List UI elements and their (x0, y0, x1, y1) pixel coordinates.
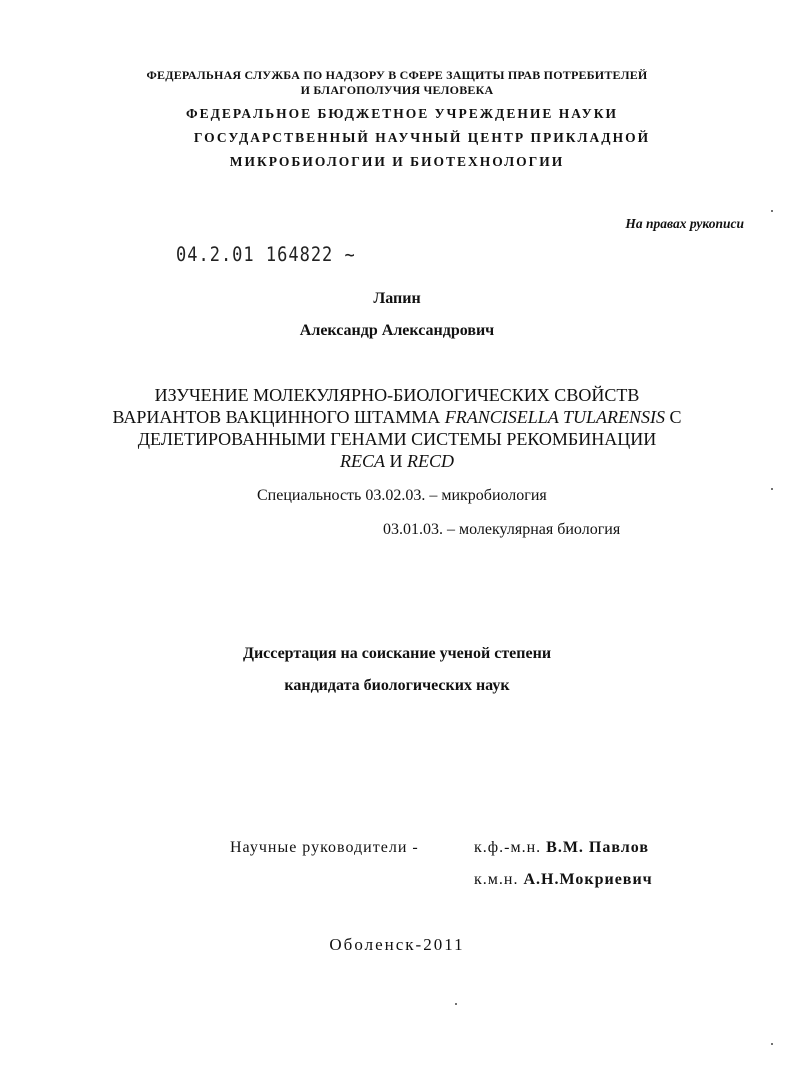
specialty-line-1: Специальность 03.02.03. – микробиология (257, 487, 547, 504)
title-line-4 (0, 450, 794, 472)
degree-line-2: кандидата биологических наук (284, 677, 510, 694)
gene-reca: RECA (340, 451, 385, 471)
scan-speck (771, 1043, 773, 1045)
ministry-line-1: ФЕДЕРАЛЬНАЯ СЛУЖБА ПО НАДЗОРУ В СФЕРЕ ЗАЩИТЫ ПРАВ ПОТРЕБИТЕЛЕЙ (146, 68, 648, 82)
supervisor-2-degree: к.м.н. (474, 871, 519, 888)
thesis-title (0, 384, 794, 472)
supervisor-1 (474, 839, 649, 857)
city-year: Оболенск-2011 (329, 935, 465, 954)
title-conjunction: И (385, 451, 407, 471)
ministry-header (0, 68, 794, 98)
title-line-2-end: С (664, 407, 682, 427)
title-line-2 (0, 406, 794, 428)
institution-header (0, 102, 794, 174)
author-surname: Лапин (373, 290, 421, 307)
supervisor-2-name: А.Н.Мокриевич (523, 871, 653, 888)
supervisor-1-name: В.М. Павлов (546, 839, 650, 856)
supervisor-1-degree: к.ф.-м.н. (474, 839, 542, 856)
organism-name: FRANCISELLA TULARENSIS (444, 407, 665, 427)
institution-line-3: МИКРОБИОЛОГИИ И БИОТЕХНОЛОГИИ (229, 154, 565, 169)
manuscript-note: На правах рукописи (625, 216, 744, 231)
gene-recd: RECD (407, 451, 454, 471)
scan-speck (771, 210, 773, 212)
title-line-2-text: ВАРИАНТОВ ВАКЦИННОГО ШТАММА (112, 407, 445, 427)
degree-statement (0, 638, 794, 702)
scan-speck (771, 488, 773, 490)
author-name: Александр Александрович (299, 322, 495, 339)
specialty-line-2: 03.01.03. – молекулярная биология (383, 521, 621, 538)
institution-line-2: ГОСУДАРСТВЕННЫЙ НАУЧНЫЙ ЦЕНТР ПРИКЛАДНОЙ (193, 130, 651, 145)
institution-line-1: ФЕДЕРАЛЬНОЕ БЮДЖЕТНОЕ УЧРЕЖДЕНИЕ НАУКИ (185, 106, 618, 121)
degree-line-1: Диссертация на соискание ученой степени (242, 645, 552, 662)
supervisor-2 (474, 871, 653, 889)
scan-speck (455, 1003, 457, 1005)
ministry-line-2: И БЛАГОПОЛУЧИЯ ЧЕЛОВЕКА (300, 83, 494, 97)
title-line-1: ИЗУЧЕНИЕ МОЛЕКУЛЯРНО-БИОЛОГИЧЕСКИХ СВОЙСТВ (154, 385, 640, 405)
supervisors-label: Научные руководители - (230, 839, 419, 856)
title-line-3: ДЕЛЕТИРОВАННЫМИ ГЕНАМИ СИСТЕМЫ РЕКОМБИНАЦИИ (137, 429, 657, 449)
registration-stamp: 04.2.01 164822 ~ (176, 243, 356, 267)
